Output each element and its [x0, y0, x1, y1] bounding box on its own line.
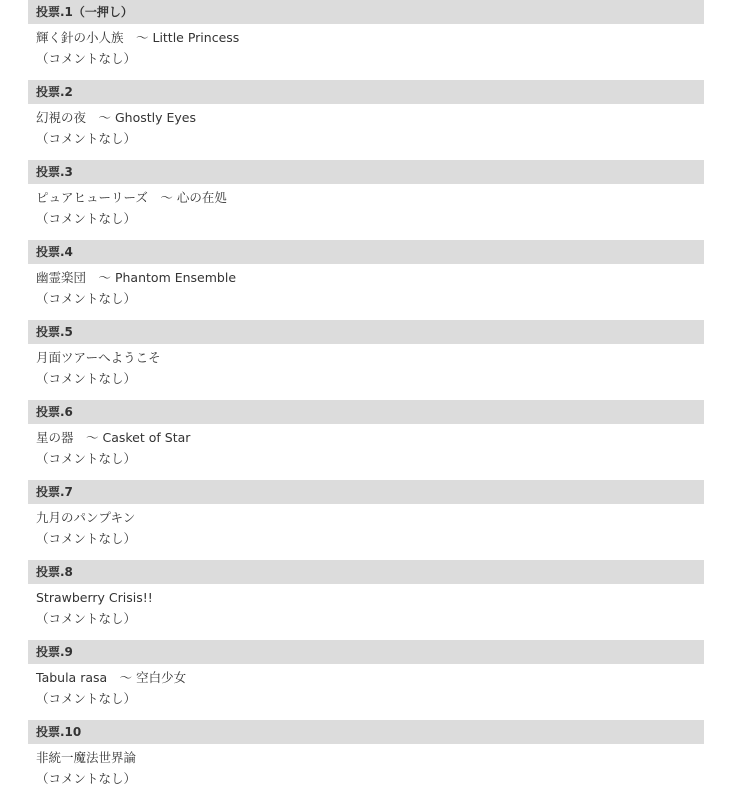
vote-song-title: ピュアヒューリーズ ～ 心の在処 [36, 190, 227, 205]
vote-song-title: Strawberry Crisis!! [36, 590, 153, 605]
vote-song-title: 星の器 ～ Casket of Star [36, 430, 191, 445]
vote-comment: （コメントなし） [36, 131, 137, 146]
vote-header: 投票.8 [28, 560, 704, 584]
vote-header: 投票.7 [28, 480, 704, 504]
vote-comment: （コメントなし） [36, 211, 137, 226]
vote-comment: （コメントなし） [36, 771, 137, 786]
vote-header: 投票.10 [28, 720, 704, 744]
vote-song-title: 幻視の夜 ～ Ghostly Eyes [36, 110, 196, 125]
vote-item [28, 480, 704, 560]
vote-header: 投票.2 [28, 80, 704, 104]
vote-item [28, 240, 704, 320]
vote-song-title: 九月のパンプキン [36, 510, 136, 525]
vote-item [28, 560, 704, 640]
vote-item [28, 400, 704, 480]
vote-comment: （コメントなし） [36, 371, 137, 386]
vote-song-title: Tabula rasa ～ 空白少女 [36, 670, 187, 685]
vote-comment: （コメントなし） [36, 291, 137, 306]
vote-song-title: 月面ツアーへようこそ [36, 350, 161, 365]
vote-header: 投票.5 [28, 320, 704, 344]
vote-comment: （コメントなし） [36, 611, 137, 626]
vote-list [28, 0, 704, 800]
vote-comment: （コメントなし） [36, 451, 137, 466]
vote-comment: （コメントなし） [36, 531, 137, 546]
vote-header: 投票.6 [28, 400, 704, 424]
vote-item [28, 0, 704, 80]
vote-item [28, 720, 704, 800]
vote-song-title: 輝く針の小人族 ～ Little Princess [36, 30, 240, 45]
vote-item [28, 320, 704, 400]
vote-item [28, 160, 704, 240]
vote-header: 投票.3 [28, 160, 704, 184]
vote-header: 投票.4 [28, 240, 704, 264]
vote-song-title: 非統一魔法世界論 [36, 750, 137, 765]
vote-comment: （コメントなし） [36, 51, 137, 66]
vote-item [28, 80, 704, 160]
vote-song-title: 幽霊楽団 ～ Phantom Ensemble [36, 270, 237, 285]
vote-item [28, 640, 704, 720]
vote-comment: （コメントなし） [36, 691, 137, 706]
vote-header: 投票.1（一押し） [28, 0, 704, 24]
vote-header: 投票.9 [28, 640, 704, 664]
